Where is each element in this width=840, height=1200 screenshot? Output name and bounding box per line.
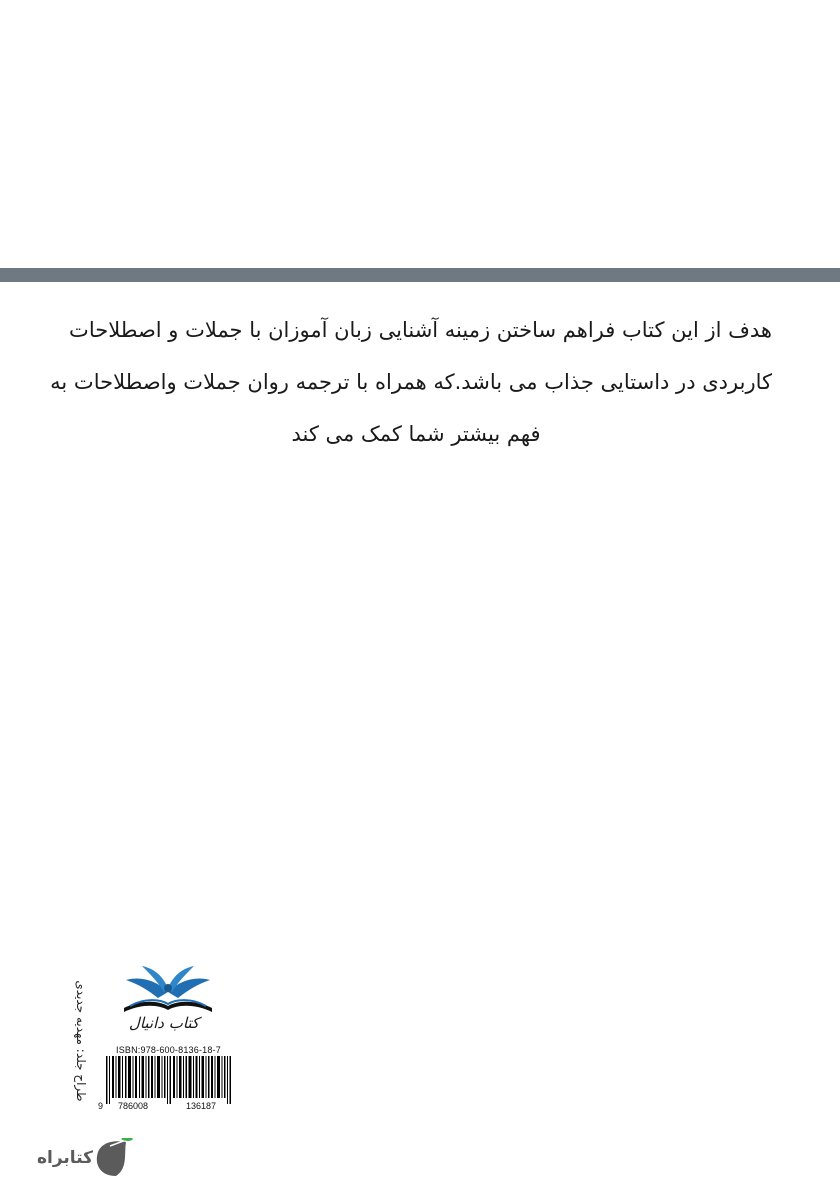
description-line-1: هدف از این کتاب فراهم ساختن زمینه آشنایی زبان آموزان با جملات و اصطلاحات (69, 318, 772, 342)
publisher-name: کتاب دانیال (128, 1014, 200, 1032)
barcode-digits-left: 786008 (118, 1101, 149, 1111)
description-line-2: کاربردی در داستایی جذاب می باشد.که همراه با ترجمه روان جملات واصطلاحات به (50, 370, 772, 394)
description-line-3: فهم بیشتر شما کمک می کند (291, 422, 541, 446)
header-band (0, 268, 840, 282)
cover-designer-credit: طراح جلد: مهدیه جدیدی (74, 980, 88, 1102)
watermark-text: کتابراه (36, 1148, 94, 1168)
isbn-label: ISBN:978-600-8136-18-7 (116, 1045, 221, 1055)
barcode-digits-right: 136187 (186, 1101, 217, 1111)
book-description (50, 304, 772, 460)
barcode-digit-lead: 9 (98, 1101, 104, 1111)
